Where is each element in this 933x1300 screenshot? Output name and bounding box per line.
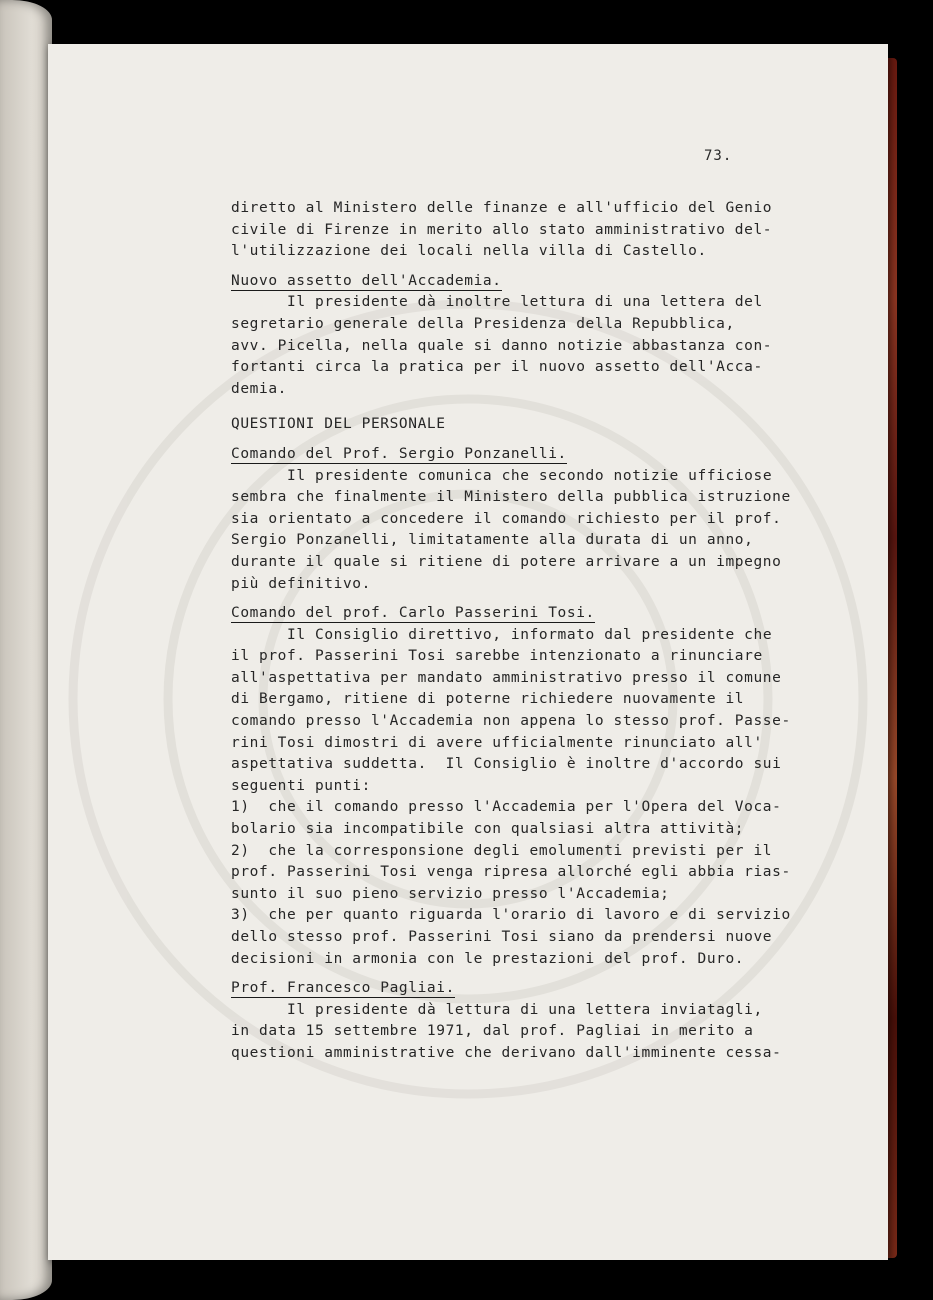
page-number: 73. [704, 148, 733, 164]
text-line: rini Tosi dimostri di avere ufficialmente rinunciato all' [231, 734, 763, 751]
text-line: Il presidente dà inoltre lettura di una lettera del [287, 294, 763, 311]
text-line: Sergio Ponzanelli, limitatamente alla durata di un anno, [231, 532, 754, 549]
text-line: Il Consiglio direttivo, informato dal presidente che [287, 626, 773, 643]
text-line: l'utilizzazione dei locali nella villa di Castello. [231, 243, 707, 260]
left-page-edge [0, 0, 52, 1300]
text-line: 1) che il comando presso l'Accademia per l'Opera del Voca- [231, 799, 782, 816]
section-heading-passerini-tosi: Comando del prof. Carlo Passerini Tosi. [231, 605, 595, 622]
text-line: 2) che la corresponsione degli emolumenti previsti per il [231, 842, 773, 859]
text-line: sembra che finalmente il Ministero della pubblica istruzione [231, 489, 791, 506]
section-title-questioni: QUESTIONI DEL PERSONALE [231, 416, 446, 433]
text-line: sunto il suo pieno servizio presso l'Accademia; [231, 885, 670, 902]
text-line: Il presidente comunica che secondo notizie ufficiose [287, 467, 773, 484]
text-line: questioni amministrative che derivano dall'imminente cessa- [231, 1044, 782, 1061]
text-line: più definitivo. [231, 575, 371, 592]
text-line: durante il quale si ritiene di potere arrivare a un impegno [231, 553, 782, 570]
text-line: fortanti circa la pratica per il nuovo assetto dell'Acca- [231, 359, 763, 376]
page-text [231, 198, 791, 1065]
text-line: avv. Picella, nella quale si danno notizie abbastanza con- [231, 337, 773, 354]
text-line: bolario sia incompatibile con qualsiasi altra attività; [231, 821, 745, 838]
text-line: all'aspettativa per mandato amministrativo presso il comune [231, 669, 782, 686]
text-line: decisioni in armonia con le prestazioni del prof. Duro. [231, 950, 745, 967]
text-line: demia. [231, 380, 287, 397]
section-heading-nuovo-assetto: Nuovo assetto dell'Accademia. [231, 272, 502, 289]
text-line: di Bergamo, ritiene di poterne richiedere nuovamente il [231, 691, 745, 708]
text-line: sia orientato a concedere il comando richiesto per il prof. [231, 510, 782, 527]
section-heading-pagliai: Prof. Francesco Pagliai. [231, 980, 455, 997]
text-line: comando presso l'Accademia non appena lo stesso prof. Passe- [231, 713, 791, 730]
text-line: dello stesso prof. Passerini Tosi siano da prendersi nuove [231, 929, 773, 945]
text-line: aspettativa suddetta. Il Consiglio è inoltre d'accordo sui [231, 756, 782, 773]
text-line: segretario generale della Presidenza della Repubblica, [231, 315, 735, 332]
section-heading-ponzanelli: Comando del Prof. Sergio Ponzanelli. [231, 445, 567, 462]
text-line: 3) che per quanto riguarda l'orario di lavoro e di servizio [231, 907, 791, 924]
text-line: in data 15 settembre 1971, dal prof. Pagliai in merito a [231, 1023, 754, 1040]
text-line: civile di Firenze in merito allo stato amministrativo del- [231, 221, 773, 238]
text-line: il prof. Passerini Tosi sarebbe intenzionato a rinunciare [231, 648, 763, 665]
text-line: seguenti punti: [231, 777, 371, 794]
text-line: Il presidente dà lettura di una lettera inviatagli, [287, 1001, 763, 1018]
text-line: diretto al Ministero delle finanze e all'ufficio del Genio [231, 200, 773, 216]
text-line: prof. Passerini Tosi venga ripresa allorché egli abbia rias- [231, 864, 791, 881]
